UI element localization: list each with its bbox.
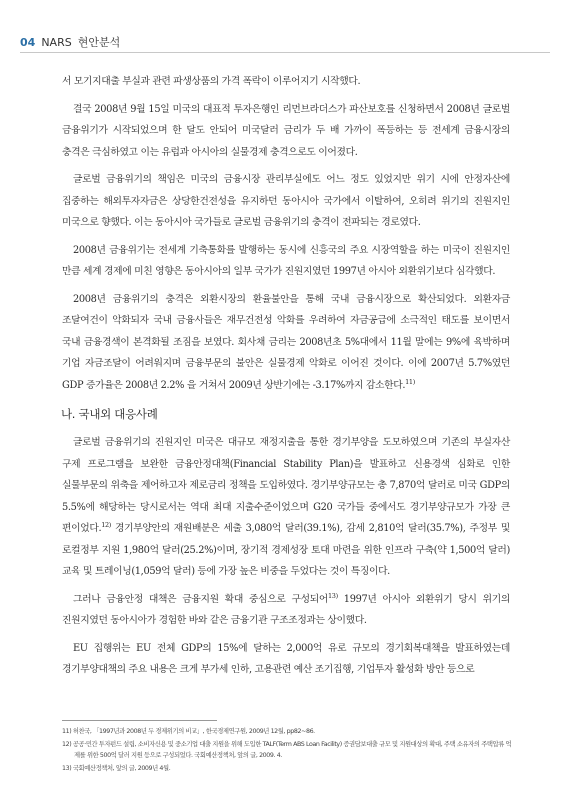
paragraph-7 [62, 589, 510, 632]
paragraph-6-text-a: 글로벌 금융위기의 진원지인 미국은 대규모 재정지출을 통한 경기부양을 도모하였으며 기존의 부실자산 구제 프로그램을 보완한 금융안정대책(Financial Stability Plan)을 발표하고 신용경색 심화로 인한 실물부문의 위축을 제어하고자 제로금리 정책을 도입하였다. 경기부양규모는 총 7,870억 달러로 미국 GDP의 5.5%에 해당하는 당시로서는 역대 최대 지출수준이었으며 G20 국가들 중에서도 경기부양규모가 가장 큰 편이었다. [62, 437, 510, 534]
header-section: 현안분석 [77, 36, 121, 49]
footnote-13: 13) 국회예산정책처, 앞의 글, 2009년 4월. [62, 764, 171, 772]
footnote-11: 11) 허찬국, 「1997년과 2008년 두 경제위기의 비교」, 한국경제연구원, 2009년 12월, pp82~86. [62, 728, 315, 735]
footnote-12: 12) 공공·민간 투자펀드 설립, 소비자신용 및 중소기업 대출 지원을 위해 도입한 TALF(Term ABS Loan Facility) 증권담보대출 규모 및 지원대상의 확대, 주택 소유자의 주택압류 억제를 위한 500억 달러 지원 등으로 구성되었다. 국회예산정책처, 앞의 글, 2009. 4. [62, 740, 512, 759]
footnote-ref-13: 13) [328, 591, 338, 600]
paragraph-8: EU 집행위는 EU 전체 GDP의 15%에 달하는 2,000억 유로 규모의 경기회복대책을 발표하였는데 경기부양대책의 주요 내용은 크게 부가세 인하, 고용관련 예산 조기집행, 기업투자 활성화 방안 등으로 [62, 642, 510, 675]
header-divider [20, 52, 550, 53]
footnotes [62, 726, 512, 775]
paragraph-1: 서 모기지대출 부실과 관련 파생상품의 가격 폭락이 이루어지기 시작했다. [62, 76, 361, 87]
section-heading: 나. 국내외 대응사례 [61, 407, 158, 421]
footnote-ref-12: 12) [101, 521, 111, 529]
paragraph-7-text-a: 그러나 금융안정 대책은 금융지원 확대 중심으로 구성되어 [73, 593, 328, 605]
paragraph-7-text-b: 1997년 아시아 외환위기 당시 위기의 진원지였던 동아시아가 경험한 바와 같은 금융기관 구조조정과는 상이했다. [62, 593, 510, 626]
page-header [20, 34, 120, 50]
paragraph-6-text-b: 경기부양안의 재원배분은 세출 3,080억 달러(39.1%), 감세 2,810억 달러(35.7%), 주정부 및 로컬정부 지원 1,980억 달러(25.2%)이며, 장기적 경제성장 토대 마련을 위한 인프라 구축(약 1,500억 달러) 교육 및 트레이닝(1,059억 달러) 등에 가장 높은 비중을 두었다는 것이 특징이다. [62, 523, 510, 577]
body-content [62, 71, 510, 687]
paragraph-3: 글로벌 금융위기의 책임은 미국의 금융시장 관리부실에도 어느 정도 있었지만 위기 시에 안정자산에 집중하는 해외투자자금은 상당한건전성을 유지하던 동아시아 국가에서 이탈하여, 오히려 위기의 진원지인 미국으로 향했다. 이는 동아시아 국가들로 글로벌 금융위기의 충격이 전파되는 경로였다. [62, 174, 510, 228]
footnote-divider [62, 720, 217, 721]
paragraph-5-text: 2008년 금융위기의 충격은 외환시장의 환율불안을 통해 국내 금융시장으로 확산되었다. 외환자금 조달여건이 악화되자 국내 금융사들은 재무건전성 악화를 우려하여 자금공급에 소극적인 태도를 보이면서 국내 금융경색이 본격화될 조짐을 보였다. 회사채 금리는 2008년초 5%대에서 11월 말에는 9%에 육박하며 기업 자금조달이 어려워지며 금융부문의 불안은 실물경제 악화로 이어진 것이다. 이에 2007년 5.7%였던 GDP 증가율은 2008년 2.2% 을 거쳐서 2009년 상반기에는 -3.17%까지 감소한다. [62, 293, 510, 391]
paragraph-6 [62, 432, 510, 583]
paragraph-2: 결국 2008년 9월 15일 미국의 대표적 투자은행인 리먼브라더스가 파산보호를 신청하면서 2008년 글로벌 금융위기가 시작되었으며 한 달도 안되어 미국달러 금리가 두 배 가까이 폭등하는 등 전세계 금융시장의 충격은 극심하였고 이는 유럽과 아시아의 실물경제 충격으로도 이어졌다. [62, 103, 510, 158]
paragraph-4: 2008년 금융위기는 전세계 기축통화를 발행하는 동시에 신흥국의 주요 시장역할을 하는 미국이 진원지인 만큼 세계 경제에 미친 영향은 동아시아의 일부 국가가 진원지였던 1997년 아시아 외환위기보다 심각했다. [62, 244, 510, 277]
paragraph-5 [62, 289, 510, 397]
header-series: NARS [41, 36, 72, 49]
page-number: 04 [20, 36, 36, 49]
footnote-ref-11: 11) [405, 377, 415, 386]
